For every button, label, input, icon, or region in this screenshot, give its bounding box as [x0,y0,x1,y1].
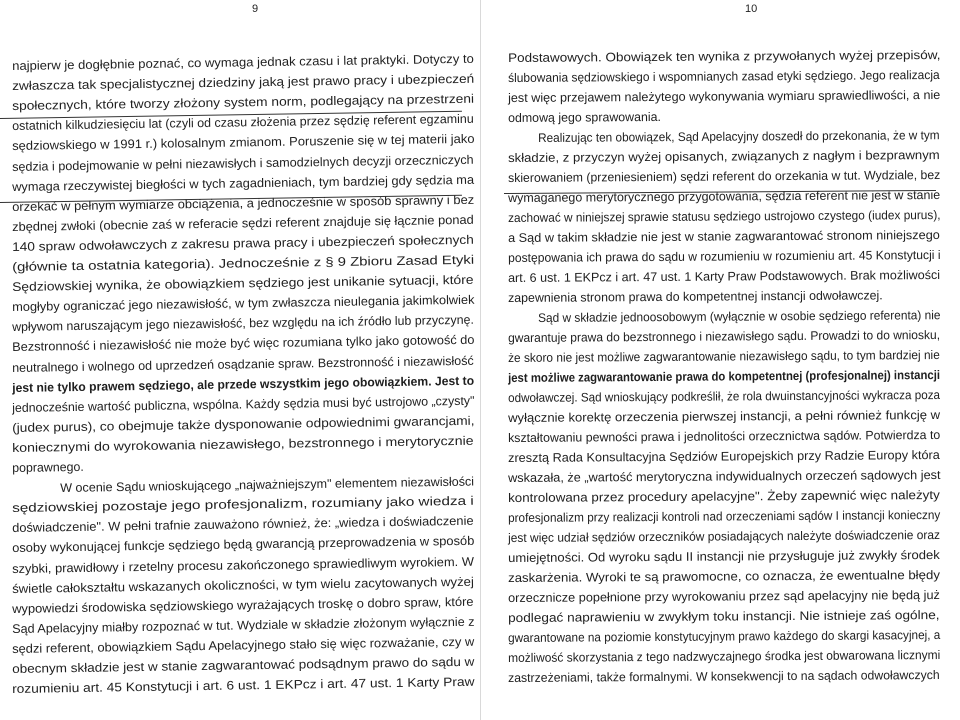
text-line: Podstawowych. Obowiązek ten wynika z przywołanych wyżej przepisów, [508,47,941,65]
text-line: rozumieniu art. 45 Konstytucji i art. 6 ust. 1 EKPcz i art. 47 ust. 1 Karty Praw [12,674,475,697]
page-number: 10 [745,3,758,15]
text-line: art. 6 ust. 1 EKPcz i art. 47 ust. 1 Karty Praw Podstawowych. Brak możliwości [508,267,941,285]
text-line: zapewnienia stronom prawa do kompetentnej instancji odwoławczej. [508,288,883,305]
text-line: odmową jego sprawowania. [508,109,662,125]
text-line: sędziowskiego w 1991 r.) kolosalnym zmianom. Poruszenie się w tej materii jako [12,132,475,154]
text-line: obecnym składzie jest w stanie zagwarantować podsądnym prawo do sądu w [12,654,475,676]
text-line: umiejętności. Od wyroku sądu II instancji nie przysługuje już zwykły środek [508,547,940,565]
text-line: Sędziowskiej wynika, że obowiązkiem sędziego jest unikanie sytuacji, które [12,272,474,295]
text-line: wyłącznie korektę orzeczenia pierwszej instancji, a pełni również funkcję w [508,407,941,425]
text-line: jest możliwe zagwarantowanie prawa do kompetentnej (profesjonalnej) instancji [508,367,941,385]
text-line: sędzia i podejmowanie w pełni niezawisłych i samodzielnych decyzji orzeczniczych [12,152,474,174]
text-line: postępowania ich prawa do sądu w rozumieniu w rozumieniu art. 45 Konstytucji i [508,247,941,265]
text-line: że skoro nie jest możliwe zagwarantowanie niezawisłego sądu, to tym bardziej nie [508,347,940,365]
text-line: gwarantowane na poziomie konstytucyjnym prawo każdego do skargi kasacyjnej, a [508,627,941,645]
page-number: 9 [252,3,259,15]
text-line: jednocześnie wartość publiczna, wspólna. Każdy sędzia musi być ustrojowo „czysty" [12,393,475,415]
text-line: świetle całokształtu wskazanych okoliczności, w tym wielu zacytowanych wyżej [12,574,475,596]
text-line: profesjonalizm przy realizacji kontroli nad orzeczeniami sądów I instancji konieczny [508,507,941,525]
text-line: wskazała, że „wartość merytoryczna indywidualnych orzeczeń sądowych jest [508,467,941,485]
text-line: wymaganego merytorycznego przygotowania, sędzia referent nie jest w stanie [508,187,941,205]
text-line: zachować w niniejszej sprawie statusu sędziego ustrojowo czystego (iudex purus), [508,207,941,225]
text-line: ślubowania sędziowskiego i wspomnianych zasad etyki sędziego. Jego realizacja [508,67,940,85]
text-line: wypowiedzi środowiska sędziowskiego wyrażających troskę o dobro spraw, które [12,594,474,616]
text-line: Bezstronność i niezawisłość nie może być więc rozumiana tylko jako gotowość do [12,333,475,355]
text-line: ostatnich kilkudziesięciu lat (czyli od czasu złożenia przez sędzię referent egzaminu [12,112,474,134]
text-line: poprawnego. [12,459,84,475]
text-line: wymaga rzeczywistej biegłości w tych zagadnieniach, tym bardziej gdy sędzia ma [12,172,475,194]
text-line: zresztą Rada Konsultacyjna Sędziów Europejskich przy Radzie Europy która [508,447,940,465]
text-line: a Sąd w takim składzie nie jest w stanie zagwarantować stronom niniejszego [508,227,940,245]
text-line: koniecznymi do wyrokowania niezawisłego, bezstronnego i merytorycznie [12,433,474,455]
text-line: możliwość skorzystania z tego nadzwyczajnego środka jest obwarowana licznymi [508,647,941,665]
text-line: podlegać naprawieniu w zwykłym toku instancji. Nie istnieje zaś ogólne, [508,607,940,625]
text-line: sędziowskiej pozostaje jego profesjonalizm, rozumiany jako wiedza i [12,493,474,516]
text-line: wpływom naruszającym jego niezawisłość, bez względu na ich źródło lub przyczynę. [12,313,474,335]
text-line: (głównie ta ostatnia kategoria). Jednocześnie z § 9 Zbioru Zasad Etyki [12,252,475,274]
text-line: W ocenie Sądu wnioskującego „najważniejszym" elementem niezawisłości [60,474,475,496]
text-line: zbędnej zwłoki (obecnie zaś w referacie sędzi referent znajduje się łącznie ponad [12,212,474,234]
text-line: orzecznicze popełnione przy wyrokowaniu przez sąd apelacyjny nie będą już [508,587,940,605]
text-line: społecznych, które tworzy złożony system norm, podlegający na przestrzeni [12,91,475,114]
text-line: składzie, z przyczyn wyżej opisanych, związanych z nagłym i bezprawnym [508,147,940,165]
text-line: skierowaniem (przeniesieniem) sędzi referent do orzekania w tut. Wydziale, bez [508,167,941,185]
text-line: doświadczenie". W pełni trafnie zauważono również, że: „wiedza i doświadczenie [12,514,474,536]
text-line: odwoławczej. Sąd wnioskujący podkreślił, że rola dwuinstancyjności wykracza poza [508,387,941,405]
text-line: zastrzeżeniami, także formalnymi. W konsekwencji to na sądach odwoławczych [508,667,940,685]
text-line: jest więc udział sędziów orzeczników posiadających należyte doświadczenie oraz [508,527,941,545]
right-page [480,0,960,720]
text-line: Realizując ten obowiązek, Sąd Apelacyjny doszedł do przekonania, że w tym [538,128,940,145]
text-line: jest więc przejawem należytego wykonywania wymiaru sprawiedliwości, a nie [508,87,941,105]
text-line: osoby wykonującej funkcje sędziego będą gwarancją przeprowadzenia w sposób [12,534,475,556]
text-line: kontrolowana przez procedury apelacyjne". Żeby zapewnić więc należyty [508,487,940,505]
text-line: mogłyby ograniczać jego niezawisłość, w tym zwłaszcza nieulegania jakimkolwiek [12,292,475,315]
text-line: orzekać w pełnym wymiarze obciążenia, a jednocześnie w sposób sprawny i bez [12,192,475,214]
text-line: Sąd w składzie jednoosobowym (wyłącznie w osobie sędziego referenta) nie [538,308,941,325]
text-line: Sąd Apelacyjny miałby rozpoznać w tut. Wydziale w składzie złożonym wyłącznie z [12,614,475,636]
text-line: 140 spraw odwoławczych z zakresu prawa pracy i ubezpieczeń społecznych [12,232,474,254]
text-line: sędzi referent, obowiązkiem Sądu Apelacyjnego stało się więc rozważanie, czy w [12,634,475,656]
text-line: najpierw je dogłębnie poznać, co wymaga jednak czasu i lat praktyki. Dotyczy to [12,51,474,73]
text-line: gwarantuje prawa do bezstronnego i niezawisłego sądu. Prowadzi to do wniosku, [508,327,941,345]
text-line: zaskarżenia. Wyroki te są prawomocne, co oznacza, że ewentualne błędy [508,567,940,585]
text-line: jest nie tylko prawem sędziego, ale przede wszystkim jego obowiązkiem. Jest to [12,373,475,395]
text-line: (judex purus), co obejmuje także dysponowanie odpowiednimi gwarancjami, [12,413,475,435]
text-line: zwłaszcza tak specjalistycznej dziedziny jaką jest prawo pracy i ubezpieczeń [12,71,475,94]
text-line: neutralnego i wolnego od uprzedzeń osądzanie spraw. Bezstronność i niezawisłość [12,353,474,375]
text-line: szybki, prawidłowy i rzetelny procesu zakończonego sprawiedliwym wyrokiem. W [12,554,475,576]
text-line: kształtowaniu pewności prawa i jednolitości orzecznictwa sądów. Potwierdza to [508,427,941,445]
